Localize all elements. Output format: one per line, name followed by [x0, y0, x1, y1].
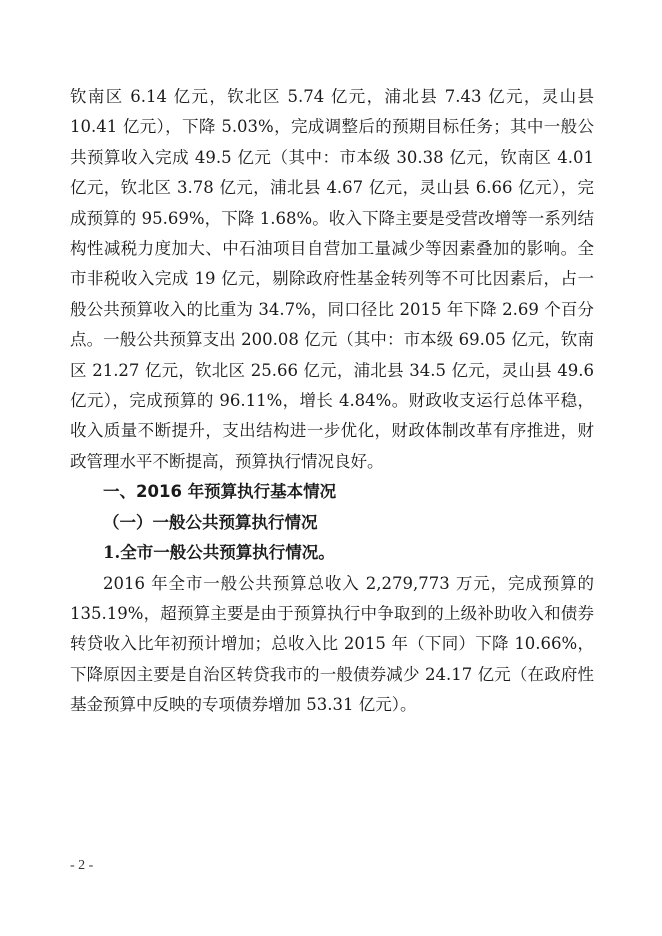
section-heading: 一、2016 年预算执行基本情况	[103, 482, 337, 502]
item-heading: 1.全市一般公共预算执行情况。	[103, 543, 335, 563]
page-number: - 2 -	[70, 858, 94, 873]
document-page	[70, 82, 594, 721]
opening-paragraph: 钦南区 6.14 亿元，钦北区 5.74 亿元，浦北县 7.43 亿元，灵山县 10.41 亿元），下降 5.03%，完成调整后的预期目标任务；其中一般公共预算收入完成 49.5 亿元（其中：市本级 30.38 亿元，钦南区 4.01 亿元，钦北区 3.78 亿元，浦北县 4.67 亿元，灵山县 6.66 亿元），完成预算的 95.69%，下降 1.68%。收入下降主要是受营改增等一系列结构性减税力度加大、中石油项目自营加工量减少等因素叠加的影响。全市非税收入完成 19 亿元，剔除政府性基金转列等不可比因素后，占一般公共预算收入的比重为 34.7%，同口径比 2015 年下降 2.69 个百分点。一般公共预算支出 200.08 亿元（其中：市本级 69.05 亿元，钦南区 21.27 亿元，钦北区 25.66 亿元，浦北县 34.5 亿元，灵山县 49.6 亿元），完成预算的 96.11%，增长 4.84%。财政收支运行总体平稳，收入质量不断提升，支出结构进一步优化，财政体制改革有序推进，财政管理水平不断提高，预算执行情况良好。	[70, 87, 594, 471]
subsection-heading: （一）一般公共预算执行情况	[103, 512, 318, 532]
body-paragraph: 2016 年全市一般公共预算总收入 2,279,773 万元，完成预算的 135.19%，超预算主要是由于预算执行中争取到的上级补助收入和债券转贷收入比年初预计增加；总收入比 2015 年（下同）下降 10.66%，下降原因主要是自治区转贷我市的一般债券减少 24.17 亿元（在政府性基金预算中反映的专项债券增加 53.31 亿元）。	[70, 573, 594, 715]
